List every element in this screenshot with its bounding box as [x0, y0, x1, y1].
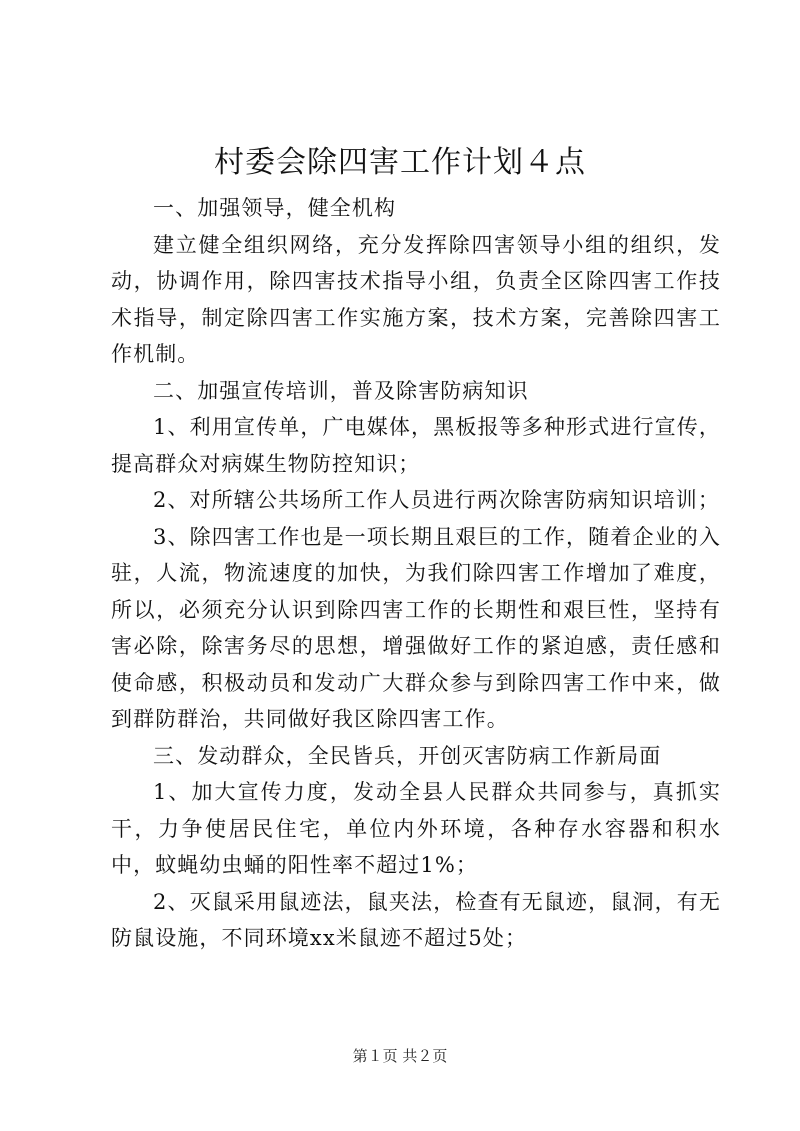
- paragraph: 2、对所辖公共场所工作人员进行两次除害防病知识培训；: [153, 488, 720, 512]
- paragraph: 3、除四害工作也是一项长期且艰巨的工作，随着企业的入驻，人流，物流速度的加快，为我们除四害工作增加了难度，所以，必须充分认识到除四害工作的长期性和艰巨性，坚持有害必除，除害务尽的思想，增强做好工作的紧迫感，责任感和使命感，积极动员和发动广大群众参与到除四害工作中来，做到群防群治，共同做好我区除四害工作。: [111, 524, 721, 731]
- section-heading-3: 三、发动群众，全民皆兵，开创灭害防病工作新局面: [153, 743, 662, 768]
- paragraph: 2、灭鼠采用鼠迹法，鼠夹法，检查有无鼠迹，鼠洞，有无防鼠设施，不同环境xx米鼠迹不超过5处；: [111, 889, 721, 950]
- section-heading-2: 二、加强宣传培训，普及除害防病知识: [153, 378, 529, 403]
- page-footer: 第１页 共２页: [352, 1047, 448, 1065]
- section-heading-1: 一、加强领导，健全机构: [153, 196, 397, 220]
- paragraph: 建立健全组织网络，充分发挥除四害领导小组的组织，发动，协调作用，除四害技术指导小组，负责全区除四害工作技术指导，制定除四害工作实施方案，技术方案，完善除四害工作机制。: [111, 232, 721, 366]
- document-title: 村委会除四害工作计划４点: [214, 145, 586, 180]
- paragraph: 1、利用宣传单，广电媒体，黑板报等多种形式进行宣传，提高群众对病媒生物防控知识；: [111, 415, 721, 476]
- paragraph: 1、加大宣传力度，发动全县人民群众共同参与，真抓实干，力争使居民住宅，单位内外环境，各种存水容器和积水中，蚊蝇幼虫蛹的阳性率不超过1%；: [111, 780, 721, 877]
- document-body: [111, 190, 721, 957]
